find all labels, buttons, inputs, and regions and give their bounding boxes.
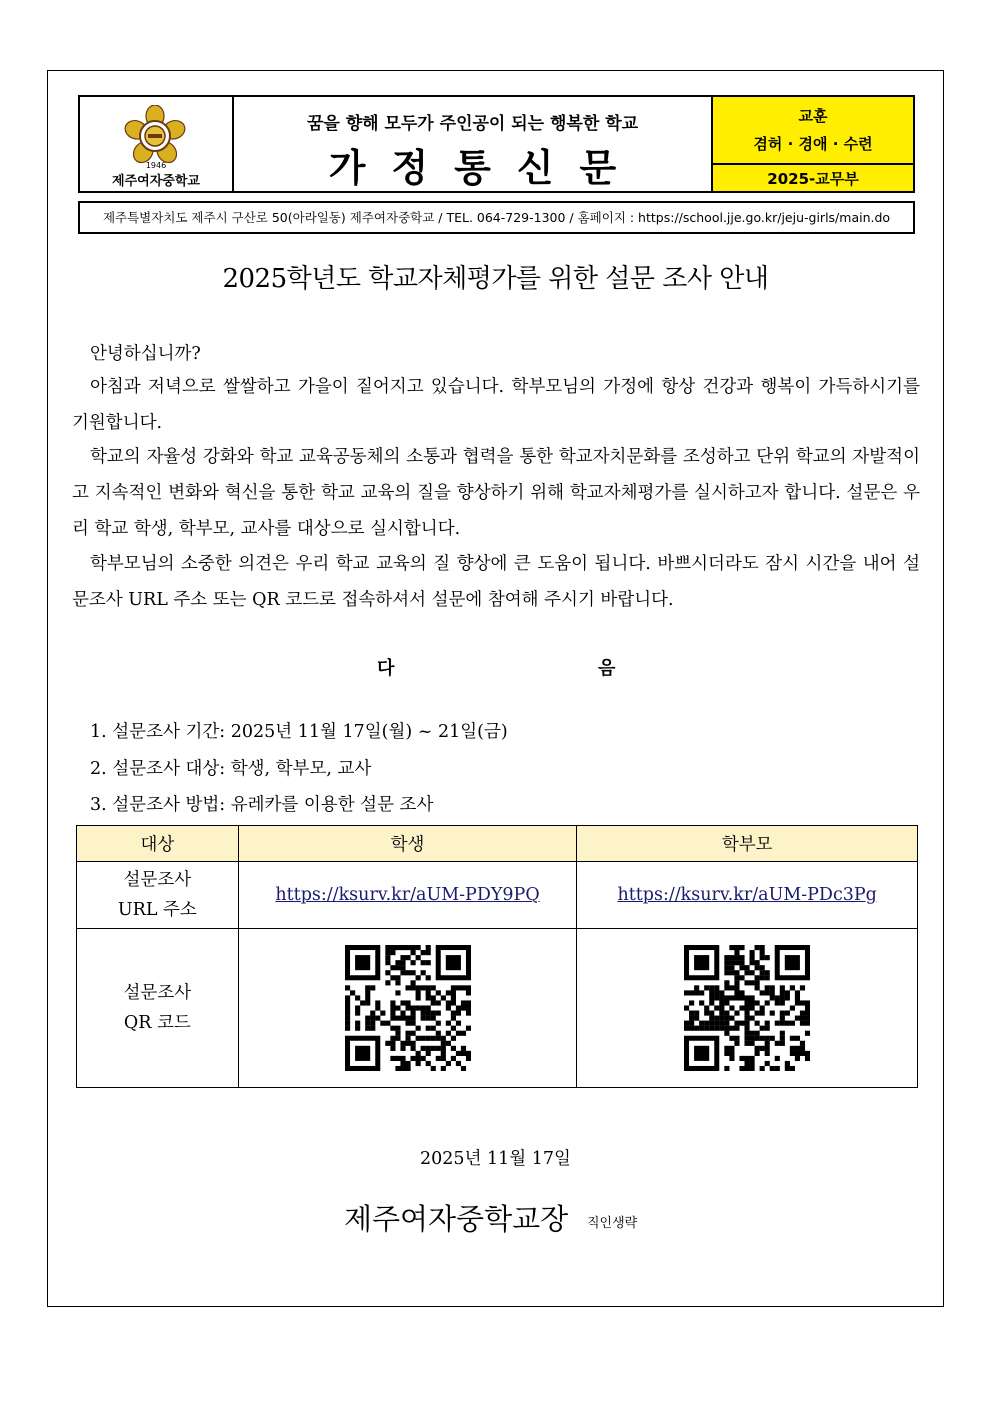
motto-cell: [713, 97, 913, 191]
seal-omitted-note: 직인생략: [587, 1216, 638, 1231]
document-title: 2025학년도 학교자체평가를 위한 설문 조사 안내: [222, 264, 769, 294]
survey-target: 2. 설문조사 대상: 학생, 학부모, 교사: [90, 759, 372, 779]
student-qr-cell: [238, 929, 577, 1088]
paragraph-3: 학부모님의 소중한 의견은 우리 학교 교육의 질 향상에 큰 도움이 됩니다. 바쁘시더라도 잠시 시간을 내어 설문조사 URL 주소 또는 QR 코드로 접속하셔서 설문에 참여해 주시기 바랍니다.: [72, 554, 920, 610]
paragraph-1: 아침과 저녁으로 쌀쌀하고 가을이 짙어지고 있습니다. 학부모님의 가정에 항상 건강과 행복이 가득하시기를 기원합니다.: [72, 377, 920, 433]
header-target: 대상: [77, 826, 239, 862]
newsletter-header: [78, 95, 915, 193]
school-emblem-icon: [124, 105, 186, 167]
logo-year: 1946: [145, 161, 167, 170]
parent-url-cell: [577, 862, 918, 929]
eum-label: 음: [598, 658, 616, 679]
page-frame: [47, 70, 944, 1307]
da-label: 다: [377, 658, 395, 679]
title-cell: [234, 97, 713, 191]
logo-school-name: 제주여자중학교: [112, 174, 200, 189]
student-survey-link[interactable]: https://ksurv.kr/aUM-PDY9PQ: [275, 885, 540, 905]
motto-divider: [713, 163, 913, 165]
address-bar: 제주특별자치도 제주시 구산로 50(아라일동) 제주여자중학교 / TEL. 064-729-1300 / 홈페이지 : https://school.jje.go.kr/jeju-girls/main.do: [78, 201, 915, 234]
greeting: 안녕하십니까?: [90, 344, 201, 364]
url-row-label-line1: 설문조사: [123, 870, 192, 890]
survey-method: 3. 설문조사 방법: 유레카를 이용한 설문 조사: [90, 795, 434, 815]
principal-signature: 제주여자중학교장: [344, 1202, 569, 1236]
school-logo: [80, 97, 234, 191]
url-row-label-line2: URL 주소: [117, 900, 197, 920]
qr-row-label: [77, 929, 239, 1088]
student-url-cell: [238, 862, 577, 929]
student-qr-code-icon[interactable]: [345, 945, 471, 1071]
header-parent: 학부모: [577, 826, 918, 862]
parent-qr-cell: [577, 929, 918, 1088]
survey-table: [76, 825, 918, 1088]
table-header-row: [77, 826, 918, 862]
table-row: [77, 862, 918, 929]
qr-row-label-line2: QR 코드: [123, 1013, 191, 1033]
school-motto: 겸허 · 경애 · 수련: [753, 135, 873, 153]
newsletter-title: 가정통신문: [328, 146, 643, 190]
url-row-label: [77, 862, 239, 929]
department-code: 2025-교무부: [767, 170, 859, 188]
header-student: 학생: [238, 826, 577, 862]
table-row: [77, 929, 918, 1088]
parent-qr-code-icon[interactable]: [684, 945, 810, 1071]
motto-label: 교훈: [798, 107, 828, 125]
issue-date: 2025년 11월 17일: [420, 1149, 571, 1169]
paragraph-2: 학교의 자율성 강화와 학교 교육공동체의 소통과 협력을 통한 학교자치문화를 조성하고 단위 학교의 자발적이고 지속적인 변화와 혁신을 통한 학교 교육의 질을 향상하기 위해 학교자체평가를 실시하고자 합니다. 설문은 우리 학교 학생, 학부모, 교사를 대상으로 실시합니다.: [72, 447, 920, 539]
school-slogan: 꿈을 향해 모두가 주인공이 되는 행복한 학교: [306, 114, 639, 134]
qr-row-label-line1: 설문조사: [123, 983, 192, 1003]
survey-period: 1. 설문조사 기간: 2025년 11월 17일(월) ~ 21일(금): [90, 722, 508, 742]
parent-survey-link[interactable]: https://ksurv.kr/aUM-PDc3Pg: [617, 885, 877, 905]
